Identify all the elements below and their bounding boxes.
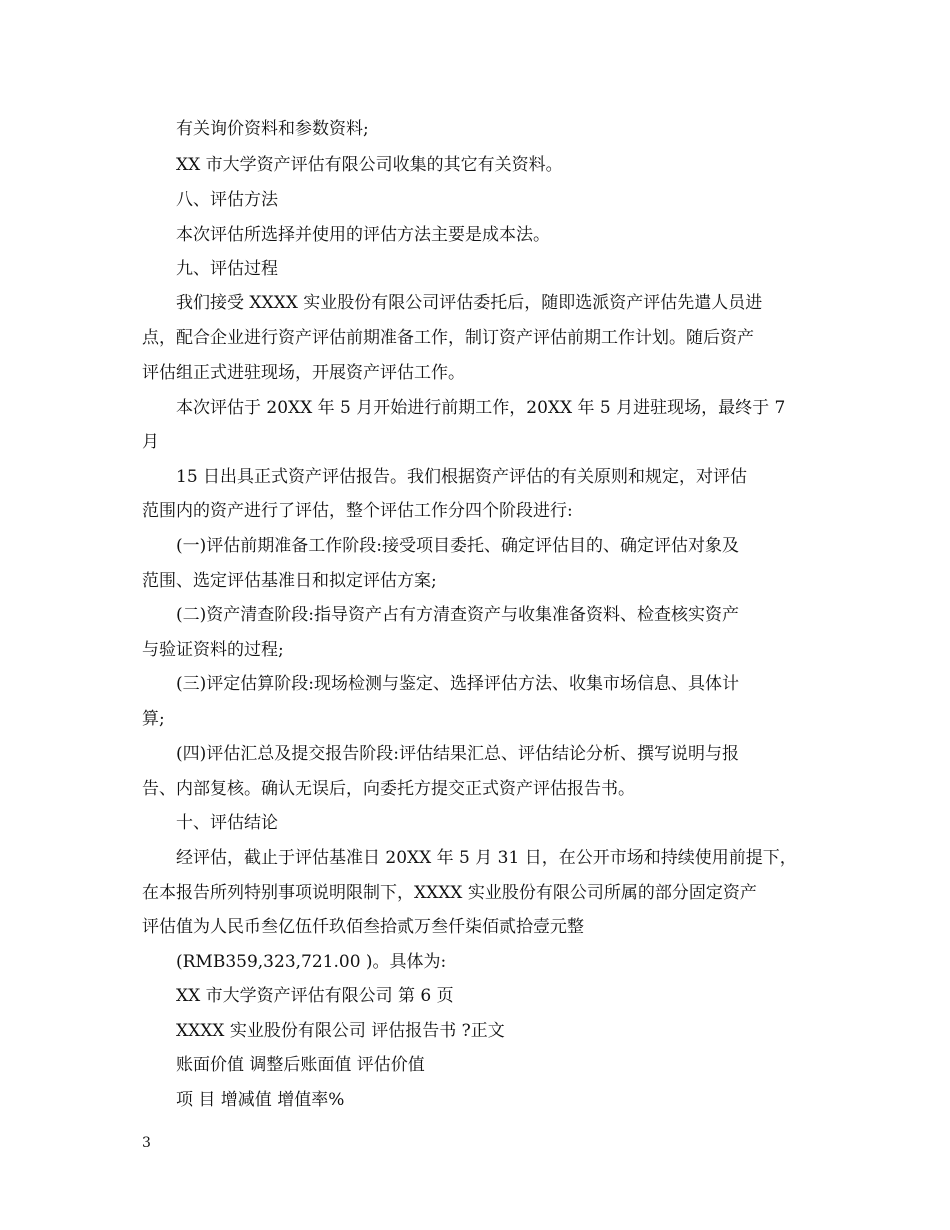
text-line: 点，配合企业进行资产评估前期准备工作，制订资产评估前期工作计划。随后资产 xyxy=(142,328,754,348)
text-line: (二)资产清查阶段:指导资产占有方清查资产与收集准备资料、检查核实资产 xyxy=(176,605,739,625)
section-heading: 八、评估方法 xyxy=(176,190,278,210)
text-line: 告、内部复核。确认无误后，向委托方提交正式资产评估报告书。 xyxy=(142,779,635,799)
text-line: 范围、选定评估基准日和拟定评估方案; xyxy=(142,571,437,591)
text-line: 有关询价资料和参数资料; xyxy=(176,119,369,139)
text-line: 我们接受 XXXX 实业股份有限公司评估委托后，随即选派资产评估先遣人员进 xyxy=(176,293,763,313)
text-line: XX 市大学资产评估有限公司收集的其它有关资料。 xyxy=(176,155,563,175)
text-line: 评估值为人民币叁亿伍仟玖佰叁拾贰万叁仟柒佰贰拾壹元整 xyxy=(142,917,584,937)
page-number: 3 xyxy=(142,1135,151,1151)
text-line: 月 xyxy=(142,432,159,452)
text-line: 账面价值 调整后账面值 评估价值 xyxy=(176,1055,425,1075)
section-heading: 九、评估过程 xyxy=(176,259,278,279)
text-line: XXXX 实业股份有限公司 评估报告书 ?正文 xyxy=(176,1021,505,1041)
text-line: (四)评估汇总及提交报告阶段:评估结果汇总、评估结论分析、撰写说明与报 xyxy=(176,744,739,764)
text-line: (RMB359,323,721.00 )。具体为: xyxy=(176,952,447,972)
text-line: 范围内的资产进行了评估，整个评估工作分四个阶段进行: xyxy=(142,501,573,521)
text-line: 算; xyxy=(142,709,165,729)
text-line: XX 市大学资产评估有限公司 第 6 页 xyxy=(176,986,454,1006)
text-line: 与验证资料的过程; xyxy=(142,640,284,660)
section-heading: 十、评估结论 xyxy=(176,813,278,833)
text-line: 评估组正式进驻现场，开展资产评估工作。 xyxy=(142,363,465,383)
text-line: 本次评估所选择并使用的评估方法主要是成本法。 xyxy=(176,225,550,245)
text-line: (一)评估前期准备工作阶段:接受项目委托、确定评估目的、确定评估对象及 xyxy=(176,536,739,556)
text-line: (三)评定估算阶段:现场检测与鉴定、选择评估方法、收集市场信息、具体计 xyxy=(176,674,739,694)
text-line: 经评估，截止于评估基准日 20XX 年 5 月 31 日，在公开市场和持续使用前提下， xyxy=(176,848,797,868)
text-line: 本次评估于 20XX 年 5 月开始进行前期工作，20XX 年 5 月进驻现场，最终于 7 xyxy=(176,398,786,418)
text-line: 项 目 增减值 增值率% xyxy=(176,1090,345,1110)
text-line: 在本报告所列特别事项说明限制下，XXXX 实业股份有限公司所属的部分固定资产 xyxy=(142,883,757,903)
text-line: 15 日出具正式资产评估报告。我们根据资产评估的有关原则和规定，对评估 xyxy=(176,467,748,487)
